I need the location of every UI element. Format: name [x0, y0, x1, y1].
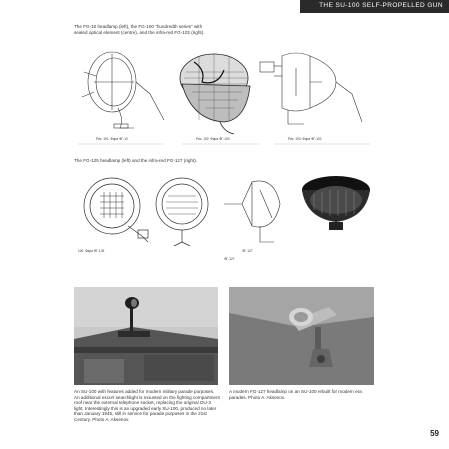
fg125-front-drawing	[84, 178, 148, 242]
photo-fg127-mounted	[229, 287, 374, 385]
fg102-drawing	[260, 53, 362, 124]
fg102-label: Рис. 193. Фара ФГ-102	[288, 137, 322, 141]
figure-top-drawings	[74, 42, 374, 147]
fg100-drawing	[180, 54, 250, 134]
page-number: 59	[430, 429, 439, 438]
running-header	[300, 0, 449, 13]
fg125-label: 100. Фара ФГ-125	[78, 249, 105, 253]
fg125-grid-drawing	[156, 178, 208, 246]
figure-middle-caption: The FG-125 headlamp (left) and the infra-red FG-127 (right).	[74, 158, 198, 163]
fg100-label: Рис. 192. Фара ФГ-100	[196, 137, 230, 141]
fg127-label-b: ФГ-127	[224, 257, 235, 261]
photo-left-caption: An SU-100 with features added for modern military parade purposes. An additional escort searchlight is mounted on the fighting compartment roof near the external telephone socket, replacing the original OU-3 light. Interestingly this is an upgraded early SU-100, produced no later than January 1945, still in service for parade purposes in the 21st Century. Photo A. Aksenov.	[74, 389, 220, 422]
fg127-side-drawing	[224, 181, 280, 242]
fg10-label: Рис. 191. Фара ФГ-10	[96, 137, 128, 141]
figure-middle-drawings	[74, 170, 374, 265]
photo-right-caption: A modern FG-127 headlamp on an SU-100 rebuilt for modern era parades. Photo A. Aksenov.	[229, 389, 362, 400]
fg10-drawing	[82, 52, 164, 128]
photo-su100-searchlight	[74, 287, 218, 385]
fg127-label-a: ФГ-127	[242, 249, 253, 253]
figure-top-caption: The FG-10 headlamp (left), the FG-100 "hundredth series" with sealed optical element (centre), and the infra-red FG-102 (right).	[74, 24, 205, 35]
fg127-photo-drawing	[302, 176, 370, 230]
running-header-title: THE SU-100 SELF-PROPELLED GUN	[319, 2, 443, 9]
